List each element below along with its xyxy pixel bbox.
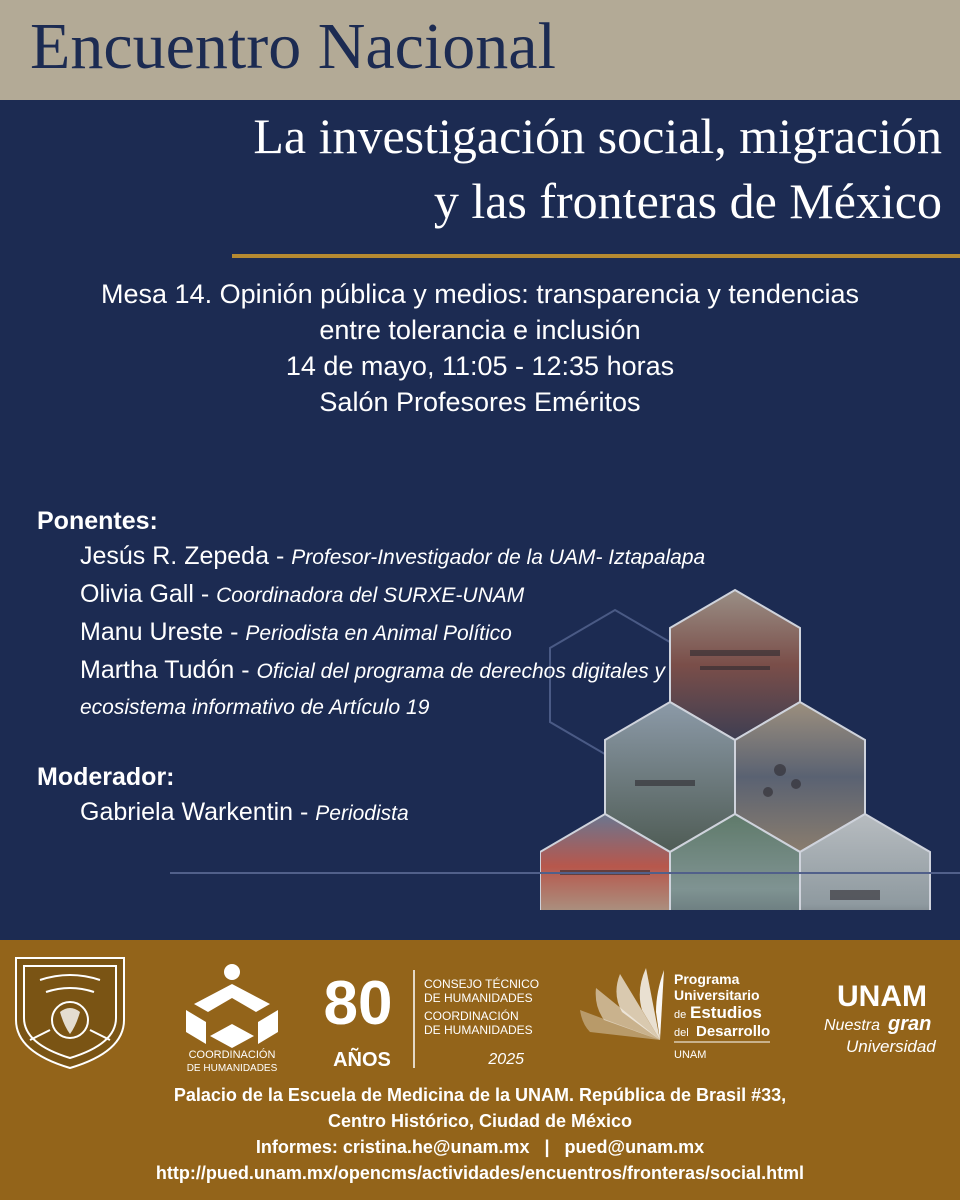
contact-line: Informes: cristina.he@unam.mx | pued@unam.mx [255, 1137, 705, 1157]
unam-slogan-c: Universidad [846, 1037, 936, 1056]
speaker-4 [37, 652, 937, 690]
consejo-year: 2025 [488, 1051, 524, 1068]
subtitle-line-2: y las fronteras de México [433, 173, 942, 229]
session-title-line-1: Mesa 14. Opinión pública y medios: transparencia y tendencias [101, 279, 859, 309]
event-footer [0, 1082, 960, 1186]
subtitle-line-1: La investigación social, migración [253, 108, 942, 164]
session-title-line-2: entre tolerancia e inclusión [319, 315, 641, 345]
coordinacion-line-1: COORDINACIÓN [188, 1049, 276, 1061]
speaker-name: Jesús R. Zepeda [80, 542, 269, 570]
event-name: Encuentro Nacional [30, 10, 556, 83]
address-line-2: Centro Histórico, Ciudad de México [327, 1111, 633, 1131]
session-info [0, 276, 960, 420]
anos-label: AÑOS [333, 1049, 391, 1071]
event-subtitle [22, 104, 942, 234]
speaker-name: Martha Tudón [80, 656, 235, 684]
consejo-line-3: COORDINACIÓN [424, 1009, 519, 1023]
moderator-role: Periodista [315, 802, 409, 825]
unam-slogan-a: Nuestra [824, 1017, 881, 1034]
unam-shield-logo [16, 958, 124, 1068]
footer-band [0, 940, 960, 1200]
speaker-separator: - [223, 618, 246, 646]
pued-fan-logo [580, 968, 664, 1040]
moderator [37, 794, 937, 832]
sponsor-logos [0, 940, 960, 1080]
moderator-name: Gabriela Warkentin [80, 798, 294, 826]
speaker-role: Oficial del programa de derechos digitales y [256, 660, 666, 683]
consejo-line-2: DE HUMANIDADES [424, 991, 533, 1005]
speaker-role: Periodista en Animal Político [245, 622, 512, 645]
session-venue: Salón Profesores Eméritos [319, 387, 641, 417]
unam-wordmark: UNAM [837, 980, 927, 1013]
speaker-name: Olivia Gall [80, 580, 194, 608]
event-url: http://pued.unam.mx/opencms/actividades/encuentros/fronteras/social.html [155, 1163, 805, 1183]
speaker-separator: - [269, 542, 292, 570]
speaker-3 [37, 614, 937, 652]
moderator-heading: Moderador: [37, 763, 175, 791]
speaker-1 [37, 538, 937, 576]
participants [37, 504, 937, 832]
pued-line-4b: Desarrollo [696, 1023, 771, 1040]
speaker-separator: - [193, 580, 217, 608]
unam-slogan-b: gran [888, 1013, 932, 1035]
pued-line-3b: Estudios [690, 1003, 762, 1022]
collage-baseline [170, 872, 960, 874]
consejo-line-4: DE HUMANIDADES [424, 1023, 533, 1037]
speaker-4-role-continued: ecosistema informativo de Artículo 19 [80, 696, 430, 719]
speaker-role: Coordinadora del SURXE-UNAM [216, 584, 525, 607]
speaker-2 [37, 576, 937, 614]
session-datetime: 14 de mayo, 11:05 - 12:35 horas [285, 351, 675, 381]
speakers-heading: Ponentes: [37, 507, 158, 535]
speaker-role: Profesor-Investigador de la UAM- Iztapalapa [291, 546, 706, 569]
pued-line-5: UNAM [674, 1049, 707, 1061]
speaker-separator: - [234, 656, 257, 684]
anos-number: 80 [323, 969, 393, 1038]
pued-line-1: Programa [674, 971, 740, 987]
header-band [0, 0, 960, 100]
coordinacion-humanidades-logo [186, 964, 278, 1048]
moderator-separator: - [293, 798, 316, 826]
pued-line-4a: del [674, 1027, 689, 1039]
consejo-line-1: CONSEJO TÉCNICO [424, 977, 540, 991]
address-line-1: Palacio de la Escuela de Medicina de la UNAM. República de Brasil #33, [173, 1085, 787, 1105]
gold-divider [232, 254, 960, 258]
coordinacion-line-2: DE HUMANIDADES [186, 1063, 278, 1074]
speaker-name: Manu Ureste [80, 618, 224, 646]
pued-line-2: Universitario [674, 987, 760, 1003]
pued-line-3a: de [674, 1009, 687, 1021]
